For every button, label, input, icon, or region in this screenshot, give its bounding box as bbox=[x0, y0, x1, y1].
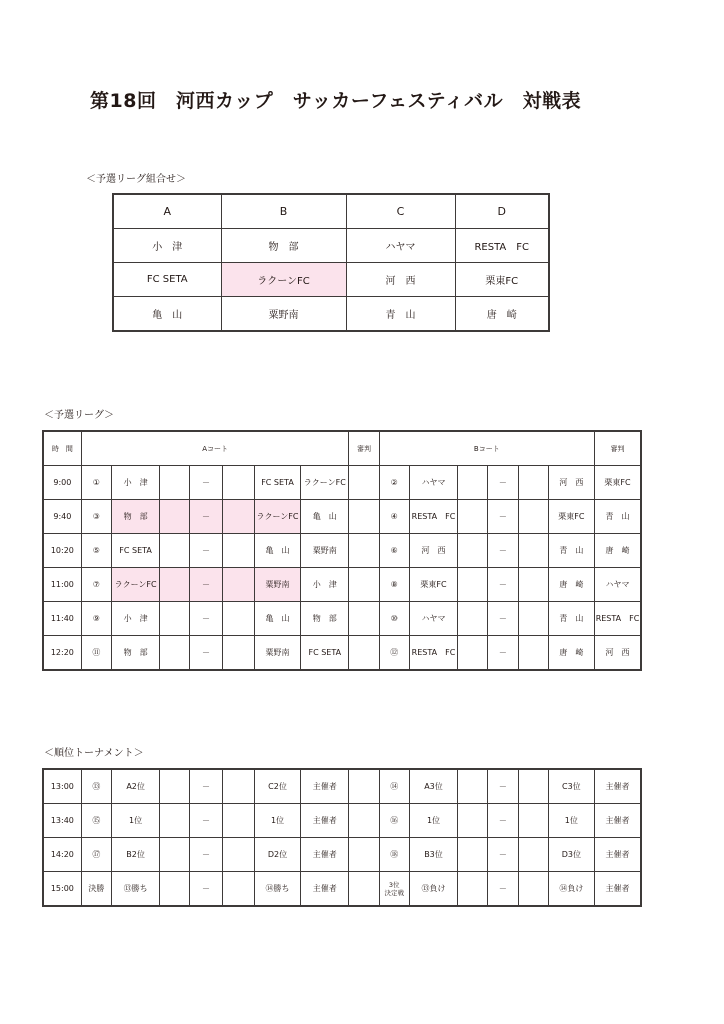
spacer-cell bbox=[349, 466, 379, 500]
team-away-a: FC SETA bbox=[254, 466, 300, 500]
match-number-a: ⑬ bbox=[81, 769, 111, 804]
score-cell bbox=[518, 602, 548, 636]
dash: － bbox=[488, 466, 518, 500]
team-home-b: 栗東FC bbox=[409, 568, 457, 602]
team-away-a: C2位 bbox=[254, 769, 300, 804]
match-number-a: ① bbox=[81, 466, 111, 500]
match-time: 13:40 bbox=[43, 804, 81, 838]
score-cell bbox=[222, 602, 254, 636]
team-away-b: 青 山 bbox=[548, 602, 594, 636]
team-away-b: D3位 bbox=[548, 838, 594, 872]
team-home-a: 小 津 bbox=[111, 602, 159, 636]
dash: － bbox=[488, 838, 518, 872]
spacer-cell bbox=[349, 804, 379, 838]
team-home-a: ラクーンFC bbox=[111, 568, 159, 602]
match-number-b: ⑱ bbox=[379, 838, 409, 872]
match-row bbox=[43, 568, 641, 602]
match-number-a: 決勝 bbox=[81, 872, 111, 907]
team-home-a: FC SETA bbox=[111, 534, 159, 568]
match-number-b: ⑩ bbox=[379, 602, 409, 636]
match-number-b: ② bbox=[379, 466, 409, 500]
dash: － bbox=[190, 804, 222, 838]
score-cell bbox=[458, 872, 488, 907]
match-row bbox=[43, 872, 641, 907]
score-cell bbox=[518, 500, 548, 534]
score-cell bbox=[518, 534, 548, 568]
team-home-b: 河 西 bbox=[409, 534, 457, 568]
score-cell bbox=[458, 534, 488, 568]
score-cell bbox=[458, 568, 488, 602]
match-row bbox=[43, 636, 641, 671]
dash: － bbox=[190, 602, 222, 636]
dash: － bbox=[190, 872, 222, 907]
team-home-a: 1位 bbox=[111, 804, 159, 838]
team-home-a: A2位 bbox=[111, 769, 159, 804]
referee-a: ラクーンFC bbox=[301, 466, 349, 500]
court-a-header: Aコート bbox=[81, 431, 349, 466]
match-time: 12:20 bbox=[43, 636, 81, 671]
referee-a: 粟野南 bbox=[301, 534, 349, 568]
score-cell bbox=[518, 769, 548, 804]
dash: － bbox=[190, 466, 222, 500]
score-cell bbox=[222, 872, 254, 907]
score-cell bbox=[518, 804, 548, 838]
dash: － bbox=[190, 636, 222, 671]
score-cell bbox=[160, 838, 190, 872]
referee-b: 唐 崎 bbox=[595, 534, 642, 568]
referee-b: 栗東FC bbox=[595, 466, 642, 500]
match-time: 9:00 bbox=[43, 466, 81, 500]
time-header: 時 間 bbox=[43, 431, 81, 466]
team-home-b: RESTA FC bbox=[409, 500, 457, 534]
match-time: 15:00 bbox=[43, 872, 81, 907]
referee-header-a: 審判 bbox=[349, 431, 379, 466]
match-number-a: ⑦ bbox=[81, 568, 111, 602]
team-away-b: ⑭負け bbox=[548, 872, 594, 907]
team-home-b: ハヤマ bbox=[409, 466, 457, 500]
referee-b: 主催者 bbox=[595, 769, 642, 804]
team-home-a: 物 部 bbox=[111, 500, 159, 534]
dash: － bbox=[190, 568, 222, 602]
team-away-a: 亀 山 bbox=[254, 602, 300, 636]
match-time: 9:40 bbox=[43, 500, 81, 534]
referee-b: ハヤマ bbox=[595, 568, 642, 602]
tournament-schedule-table bbox=[42, 768, 642, 907]
dash: － bbox=[488, 568, 518, 602]
group-cell: 唐 崎 bbox=[455, 297, 549, 332]
referee-a: 主催者 bbox=[301, 838, 349, 872]
group-cell: RESTA FC bbox=[455, 229, 549, 263]
score-cell bbox=[458, 636, 488, 671]
group-row bbox=[113, 263, 549, 297]
score-cell bbox=[518, 568, 548, 602]
match-number-b: ④ bbox=[379, 500, 409, 534]
spacer-cell bbox=[349, 602, 379, 636]
match-row bbox=[43, 534, 641, 568]
score-cell bbox=[222, 466, 254, 500]
spacer-cell bbox=[349, 500, 379, 534]
score-cell bbox=[458, 602, 488, 636]
team-away-a: ラクーンFC bbox=[254, 500, 300, 534]
spacer-cell bbox=[349, 568, 379, 602]
group-cell: FC SETA bbox=[113, 263, 221, 297]
team-home-a: ⑬勝ち bbox=[111, 872, 159, 907]
group-cell: ハヤマ bbox=[346, 229, 455, 263]
group-cell: 河 西 bbox=[346, 263, 455, 297]
dash: － bbox=[488, 872, 518, 907]
dash: － bbox=[190, 838, 222, 872]
match-number-a: ⑤ bbox=[81, 534, 111, 568]
score-cell bbox=[160, 804, 190, 838]
referee-b: 主催者 bbox=[595, 838, 642, 872]
team-home-b: ⑬負け bbox=[409, 872, 457, 907]
team-home-a: 物 部 bbox=[111, 636, 159, 671]
referee-b: 主催者 bbox=[595, 804, 642, 838]
score-cell bbox=[518, 466, 548, 500]
prelim-section-title: ＜予選リーグ＞ bbox=[44, 410, 114, 421]
group-section-title: ＜予選リーグ組合せ＞ bbox=[86, 174, 186, 185]
referee-a: 主催者 bbox=[301, 804, 349, 838]
match-number-b: 3位 決定戦 bbox=[379, 872, 409, 907]
score-cell bbox=[222, 568, 254, 602]
match-time: 14:20 bbox=[43, 838, 81, 872]
team-home-b: A3位 bbox=[409, 769, 457, 804]
dash: － bbox=[488, 769, 518, 804]
dash: － bbox=[488, 804, 518, 838]
match-number-b: ⑫ bbox=[379, 636, 409, 671]
group-cell: 栗東FC bbox=[455, 263, 549, 297]
score-cell bbox=[222, 500, 254, 534]
score-cell bbox=[458, 769, 488, 804]
referee-a: 亀 山 bbox=[301, 500, 349, 534]
match-number-a: ⑮ bbox=[81, 804, 111, 838]
prelim-schedule-table bbox=[42, 430, 642, 671]
team-away-b: 栗東FC bbox=[548, 500, 594, 534]
team-away-b: C3位 bbox=[548, 769, 594, 804]
spacer-cell bbox=[349, 838, 379, 872]
score-cell bbox=[222, 636, 254, 671]
referee-a: 小 津 bbox=[301, 568, 349, 602]
score-cell bbox=[222, 838, 254, 872]
prelim-header-row bbox=[43, 431, 641, 466]
match-number-a: ⑪ bbox=[81, 636, 111, 671]
team-away-b: 1位 bbox=[548, 804, 594, 838]
group-cell: 物 部 bbox=[221, 229, 346, 263]
score-cell bbox=[518, 636, 548, 671]
score-cell bbox=[160, 636, 190, 671]
dash: － bbox=[488, 500, 518, 534]
group-header-a: A bbox=[113, 194, 221, 229]
team-home-a: B2位 bbox=[111, 838, 159, 872]
score-cell bbox=[222, 769, 254, 804]
dash: － bbox=[190, 500, 222, 534]
group-row bbox=[113, 229, 549, 263]
referee-a: FC SETA bbox=[301, 636, 349, 671]
team-away-a: 粟野南 bbox=[254, 636, 300, 671]
referee-a: 主催者 bbox=[301, 769, 349, 804]
match-time: 10:20 bbox=[43, 534, 81, 568]
match-time: 11:00 bbox=[43, 568, 81, 602]
match-number-b: ⑥ bbox=[379, 534, 409, 568]
spacer-cell bbox=[349, 872, 379, 907]
spacer-cell bbox=[349, 534, 379, 568]
team-home-b: 1位 bbox=[409, 804, 457, 838]
team-away-a: D2位 bbox=[254, 838, 300, 872]
match-time: 13:00 bbox=[43, 769, 81, 804]
team-home-b: RESTA FC bbox=[409, 636, 457, 671]
group-table bbox=[112, 193, 550, 332]
court-b-header: Bコート bbox=[379, 431, 594, 466]
dash: － bbox=[190, 534, 222, 568]
dash: － bbox=[488, 636, 518, 671]
score-cell bbox=[160, 466, 190, 500]
match-number-b: ⑭ bbox=[379, 769, 409, 804]
team-away-a: 1位 bbox=[254, 804, 300, 838]
group-header-d: D bbox=[455, 194, 549, 229]
match-row bbox=[43, 769, 641, 804]
referee-b: RESTA FC bbox=[595, 602, 642, 636]
match-number-b: ⑯ bbox=[379, 804, 409, 838]
dash: － bbox=[190, 769, 222, 804]
team-away-a: 粟野南 bbox=[254, 568, 300, 602]
group-cell: 青 山 bbox=[346, 297, 455, 332]
spacer-cell bbox=[349, 636, 379, 671]
page-title: 第18回 河西カップ サッカーフェスティバル 対戦表 bbox=[90, 90, 582, 112]
team-away-b: 唐 崎 bbox=[548, 568, 594, 602]
prelim-body bbox=[43, 466, 641, 671]
group-header-b: B bbox=[221, 194, 346, 229]
match-number-a: ③ bbox=[81, 500, 111, 534]
match-number-a: ⑰ bbox=[81, 838, 111, 872]
group-cell-highlighted: ラクーンFC bbox=[221, 263, 346, 297]
dash: － bbox=[488, 602, 518, 636]
referee-a: 物 部 bbox=[301, 602, 349, 636]
referee-b: 河 西 bbox=[595, 636, 642, 671]
team-away-b: 青 山 bbox=[548, 534, 594, 568]
score-cell bbox=[160, 500, 190, 534]
spacer-cell bbox=[349, 769, 379, 804]
score-cell bbox=[458, 466, 488, 500]
score-cell bbox=[222, 534, 254, 568]
group-row bbox=[113, 297, 549, 332]
score-cell bbox=[222, 804, 254, 838]
match-number-b: ⑧ bbox=[379, 568, 409, 602]
match-row bbox=[43, 602, 641, 636]
team-home-a: 小 津 bbox=[111, 466, 159, 500]
team-away-a: ⑭勝ち bbox=[254, 872, 300, 907]
score-cell bbox=[160, 769, 190, 804]
dash: － bbox=[488, 534, 518, 568]
match-row bbox=[43, 466, 641, 500]
group-cell: 粟野南 bbox=[221, 297, 346, 332]
team-away-b: 唐 崎 bbox=[548, 636, 594, 671]
referee-b: 青 山 bbox=[595, 500, 642, 534]
group-header-c: C bbox=[346, 194, 455, 229]
match-time: 11:40 bbox=[43, 602, 81, 636]
team-away-a: 亀 山 bbox=[254, 534, 300, 568]
score-cell bbox=[160, 534, 190, 568]
tourn-body bbox=[43, 769, 641, 906]
score-cell bbox=[160, 872, 190, 907]
team-home-b: ハヤマ bbox=[409, 602, 457, 636]
referee-b: 主催者 bbox=[595, 872, 642, 907]
team-away-b: 河 西 bbox=[548, 466, 594, 500]
score-cell bbox=[518, 838, 548, 872]
team-home-b: B3位 bbox=[409, 838, 457, 872]
tourn-section-title: ＜順位トーナメント＞ bbox=[44, 748, 144, 759]
score-cell bbox=[458, 838, 488, 872]
score-cell bbox=[458, 804, 488, 838]
match-row bbox=[43, 838, 641, 872]
match-row bbox=[43, 500, 641, 534]
group-header-row bbox=[113, 194, 549, 229]
score-cell bbox=[160, 568, 190, 602]
score-cell bbox=[458, 500, 488, 534]
referee-a: 主催者 bbox=[301, 872, 349, 907]
match-number-a: ⑨ bbox=[81, 602, 111, 636]
group-cell: 小 津 bbox=[113, 229, 221, 263]
score-cell bbox=[518, 872, 548, 907]
group-cell: 亀 山 bbox=[113, 297, 221, 332]
referee-header-b: 審判 bbox=[595, 431, 642, 466]
match-row bbox=[43, 804, 641, 838]
score-cell bbox=[160, 602, 190, 636]
